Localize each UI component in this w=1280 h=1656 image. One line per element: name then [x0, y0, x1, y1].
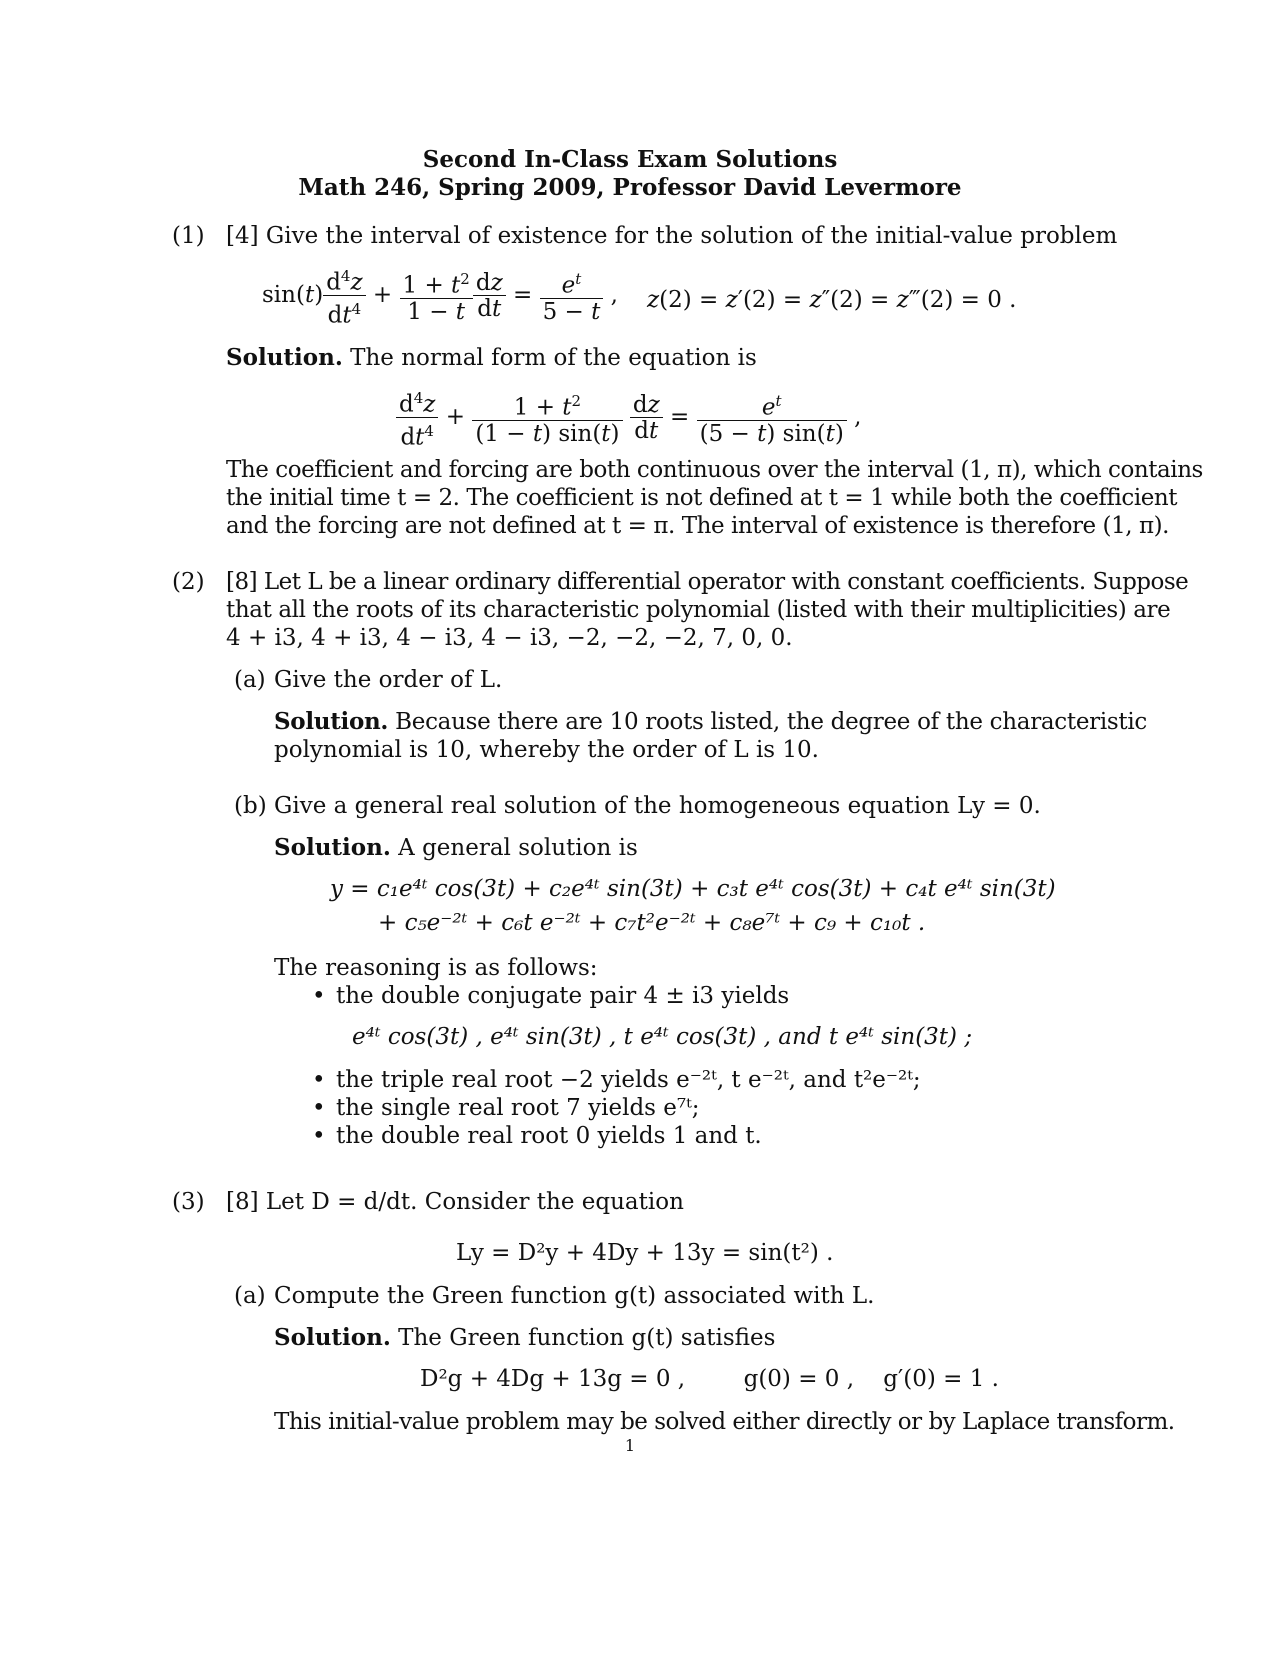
- general-solution-line-1: y = c₁e⁴ᵗ cos(3t) + c₂e⁴ᵗ sin(3t) + c₃t e⁴ᵗ cos(3t) + c₄t e⁴ᵗ sin(3t): [330, 876, 1056, 902]
- bullet-3-text: the single real root 7 yields e⁷ᵗ;: [336, 1095, 700, 1121]
- solution-label: Solution.: [274, 834, 391, 861]
- problem-2-number: (2): [172, 569, 205, 595]
- problem-3-number: (3): [172, 1189, 205, 1215]
- page-title: Second In-Class Exam Solutions: [422, 146, 838, 173]
- bullet-icon: •: [312, 1095, 326, 1121]
- problem-1-prompt: [4] Give the interval of existence for the solution of the initial-value problem: [226, 223, 1118, 249]
- solution-label: Solution.: [226, 344, 343, 371]
- normal-form-equation: $\frac{d^4z}{dt^4}$ + $\frac{1 + t^2}{(1 - t) \sin(t)}$ $\frac{dz}{dt}$ = $\frac{e^t}{(5 - t) \sin(t)}$ ,: [396, 386, 861, 450]
- reasoning-intro: The reasoning is as follows:: [274, 955, 598, 981]
- bullet-icon: •: [312, 983, 326, 1009]
- part-2a-prompt: Give the order of L.: [274, 667, 503, 693]
- bullet-4: [312, 1122, 762, 1150]
- bullet-icon: •: [312, 1067, 326, 1093]
- problem-3-prompt: [8] Let D = d/dt. Consider the equation: [226, 1189, 684, 1215]
- bullet-4-text: the double real root 0 yields 1 and t.: [336, 1123, 762, 1149]
- part-2b-label: (b): [234, 793, 267, 819]
- bullet-icon: •: [312, 1123, 326, 1149]
- bullet-1-equation: e⁴ᵗ cos(3t) , e⁴ᵗ sin(3t) , t e⁴ᵗ cos(3t) , and t e⁴ᵗ sin(3t) ;: [352, 1024, 973, 1050]
- bullet-3: [312, 1094, 700, 1122]
- part-3a-prompt: Compute the Green function g(t) associated with L.: [274, 1283, 875, 1309]
- solution-intro: A general solution is: [398, 835, 638, 861]
- solution-intro: The Green function g(t) satisfies: [398, 1325, 776, 1351]
- general-solution-line-2: + c₅e⁻²ᵗ + c₆t e⁻²ᵗ + c₇t²e⁻²ᵗ + c₈e⁷ᵗ + c₉ + c₁₀t .: [378, 910, 926, 936]
- problem-1-number: (1): [172, 223, 205, 249]
- bullet-2: [312, 1066, 921, 1094]
- problem-1-line-2: the initial time t = 2. The coefficient is not defined at t = 1 while both the coefficient: [226, 485, 1178, 511]
- solution-text: Because there are 10 roots listed, the degree of the characteristic: [395, 709, 1147, 735]
- part-3a-label: (a): [234, 1283, 266, 1309]
- solution-label: Solution.: [274, 1324, 391, 1351]
- part-2a-solution: [274, 708, 1147, 736]
- problem-1-solution: [226, 344, 757, 372]
- bullet-2-text: the triple real root −2 yields e⁻²ᵗ, t e⁻²ᵗ, and t²e⁻²ᵗ;: [336, 1067, 921, 1093]
- solution-intro: The normal form of the equation is: [350, 345, 757, 371]
- page-number: 1: [624, 1436, 636, 1455]
- problem-2-line-3: 4 + i3, 4 + i3, 4 − i3, 4 − i3, −2, −2, −2, 7, 0, 0.: [226, 625, 793, 651]
- problem-2-line-2: that all the roots of its characteristic polynomial (listed with their multiplicities) are: [226, 597, 1171, 623]
- problem-1-equation: sin(t) $\frac{d^4z}{dt^4}$ + $\frac{1 + t^2}{1 - t}$ $\frac{dz}{dt}$ = $\frac{e^t}{5 - t}$ ,: [262, 264, 618, 328]
- problem-1-line-3: and the forcing are not defined at t = π. The interval of existence is therefore (1, π).: [226, 513, 1170, 539]
- solution-label: Solution.: [274, 708, 389, 735]
- closing-sentence: This initial-value problem may be solved either directly or by Laplace transform.: [274, 1409, 1175, 1435]
- problem-1-line-1: The coefficient and forcing are both continuous over the interval (1, π), which contains: [226, 457, 1203, 483]
- page-subtitle: Math 246, Spring 2009, Professor David Levermore: [298, 174, 962, 201]
- problem-3-equation: Ly = D²y + 4Dy + 13y = sin(t²) .: [456, 1240, 834, 1266]
- bullet-1: [312, 982, 789, 1010]
- part-2b-solution: [274, 834, 638, 862]
- part-2a-label: (a): [234, 667, 266, 693]
- problem-1-initial-conditions: z(2) = z′(2) = z″(2) = z‴(2) = 0 .: [647, 287, 1017, 313]
- problem-2-line-1: [8] Let L be a linear ordinary differential operator with constant coefficients. Suppose: [226, 569, 1189, 595]
- green-function-equation: D²g + 4Dg + 13g = 0 , g(0) = 0 , g′(0) = 1 .: [420, 1366, 999, 1392]
- part-2b-prompt: Give a general real solution of the homogeneous equation Ly = 0.: [274, 793, 1041, 819]
- part-2a-solution-line-2: polynomial is 10, whereby the order of L is 10.: [274, 737, 819, 763]
- bullet-1-text: the double conjugate pair 4 ± i3 yields: [336, 983, 790, 1009]
- part-3a-solution: [274, 1324, 775, 1352]
